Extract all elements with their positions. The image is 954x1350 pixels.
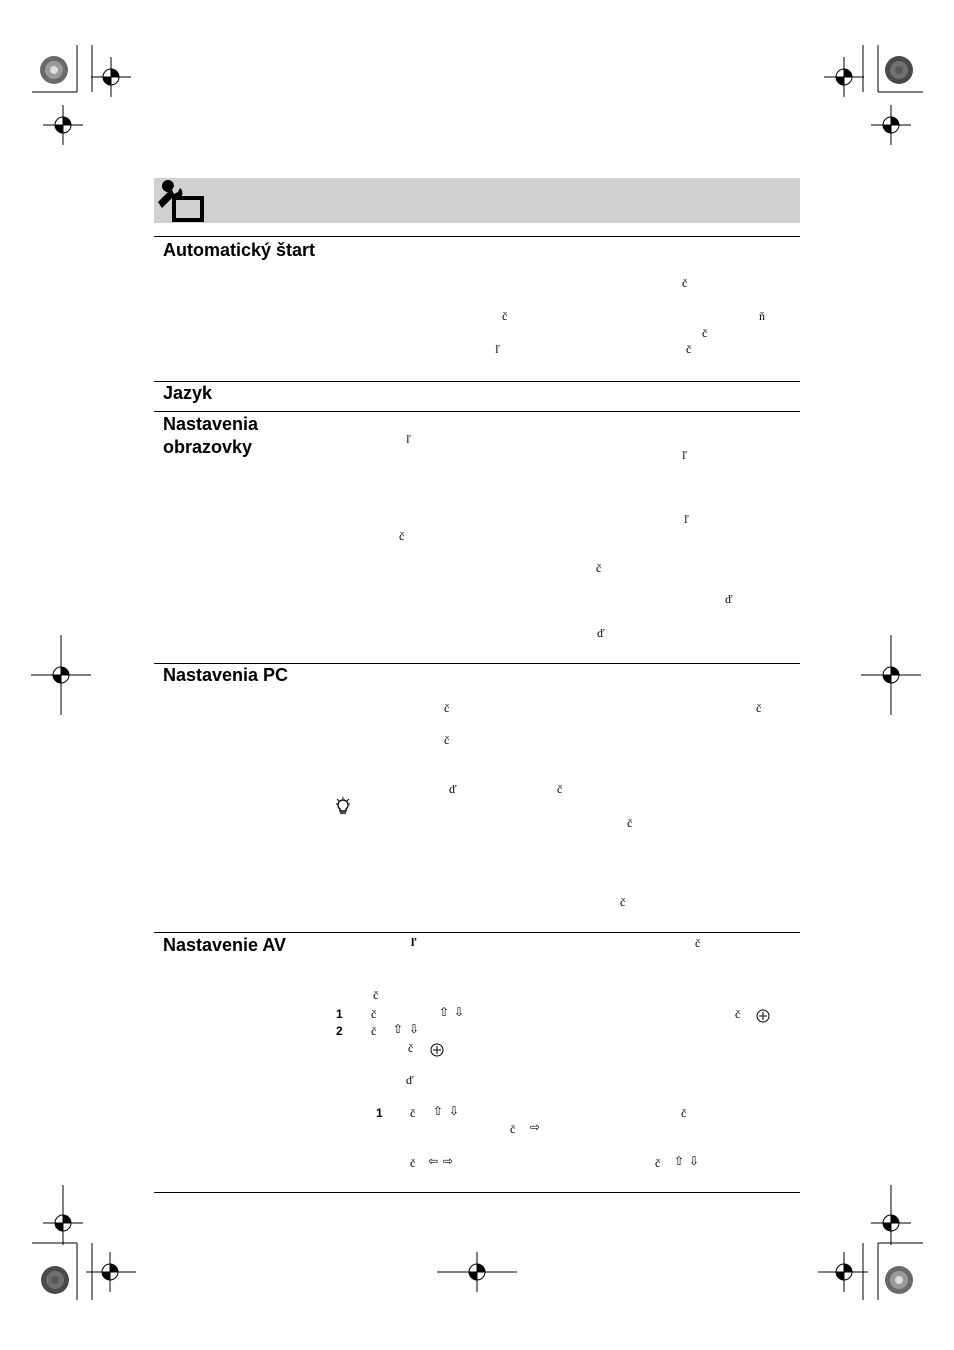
glyph-c-caron: č (627, 816, 633, 830)
section-divider (154, 381, 800, 382)
registration-target-icon (43, 1185, 83, 1245)
glyph-c-caron: č (596, 561, 602, 575)
glyph-c-caron: č (502, 309, 508, 323)
registration-target-icon (31, 635, 91, 715)
section-divider (154, 1192, 800, 1193)
registration-target-icon (824, 57, 864, 97)
glyph-c-caron: č (686, 342, 692, 356)
heading-jazyk: Jazyk (163, 383, 213, 403)
enter-button-icon (430, 1043, 444, 1057)
glyph-c-caron: č (410, 1106, 416, 1120)
glyph-c-caron: č (681, 1106, 687, 1120)
arrow-up-icon: ⇧ (439, 1005, 450, 1019)
tip-lightbulb-icon (335, 797, 351, 815)
glyph-d-caron: ď (725, 592, 733, 606)
registration-target-icon (43, 105, 83, 145)
glyph-l-caron: ľ (406, 432, 411, 446)
arrow-up-icon: ⇧ (433, 1104, 444, 1118)
glyph-c-caron: č (756, 701, 762, 715)
glyph-c-caron: č (682, 276, 688, 290)
glyph-c-caron: č (408, 1041, 414, 1055)
section-header-band (154, 178, 800, 223)
glyph-d-caron: ď (449, 782, 457, 796)
arrow-up-icon: ⇧ (674, 1154, 685, 1168)
arrow-down-icon: ⇩ (449, 1104, 460, 1118)
registration-target-icon (861, 635, 921, 715)
glyph-c-caron: č (702, 326, 708, 340)
glyph-c-caron: č (695, 936, 701, 950)
heading-nastavenia-obrazovky-line2: obrazovky (163, 437, 253, 457)
heading-automaticky-start: Automatický štart (163, 240, 316, 260)
section-divider (154, 932, 800, 933)
heading-nastavenie-av: Nastavenie AV (163, 935, 287, 955)
arrow-down-icon: ⇩ (689, 1154, 700, 1168)
arrow-right-icon: ⇨ (443, 1154, 454, 1168)
step-number-1: 1 (376, 1106, 383, 1120)
glyph-c-caron: č (399, 529, 405, 543)
glyph-n-caron: ň (759, 309, 765, 323)
registration-target-icon (871, 1185, 911, 1245)
color-wheel-icon (39, 55, 69, 85)
color-wheel-icon (40, 1265, 70, 1295)
arrow-left-icon: ⇦ (428, 1154, 439, 1168)
glyph-l-caron: ľ (684, 512, 689, 526)
arrow-down-icon: ⇩ (409, 1022, 420, 1036)
glyph-c-caron: č (371, 1007, 377, 1021)
heading-nastavenia-pc: Nastavenia PC (163, 665, 289, 685)
section-divider (154, 411, 800, 412)
arrow-up-icon: ⇧ (393, 1022, 404, 1036)
registration-target-icon (818, 1252, 868, 1292)
glyph-c-caron: č (444, 701, 450, 715)
step-number-2: 2 (336, 1024, 343, 1038)
glyph-c-caron: č (371, 1024, 377, 1038)
registration-target-icon (871, 105, 911, 145)
registration-target-icon (86, 1252, 136, 1292)
registration-target-icon (91, 57, 131, 97)
glyph-c-caron: č (510, 1122, 516, 1136)
glyph-c-caron: č (373, 988, 379, 1002)
glyph-l-caron: ľ (682, 448, 687, 462)
arrow-right-icon: ⇨ (530, 1120, 541, 1134)
arrow-down-icon: ⇩ (454, 1005, 465, 1019)
glyph-c-caron: č (620, 895, 626, 909)
color-wheel-icon (884, 55, 914, 85)
glyph-c-caron: č (735, 1007, 741, 1021)
section-divider (154, 236, 800, 237)
glyph-l-caron: ľ (411, 935, 417, 949)
glyph-c-caron: č (444, 733, 450, 747)
color-wheel-icon (884, 1265, 914, 1295)
step-number-1: 1 (336, 1007, 343, 1021)
glyph-c-caron: č (655, 1156, 661, 1170)
settings-wrench-icon (154, 180, 206, 224)
enter-button-icon (756, 1009, 770, 1023)
registration-target-icon (437, 1252, 517, 1292)
glyph-d-caron: ď (406, 1073, 414, 1087)
heading-nastavenia-obrazovky-line1: Nastavenia (163, 414, 259, 434)
glyph-l-caron: ľ (495, 342, 500, 356)
glyph-c-caron: č (410, 1156, 416, 1170)
glyph-c-caron: č (557, 782, 563, 796)
glyph-d-caron: ď (597, 626, 605, 640)
